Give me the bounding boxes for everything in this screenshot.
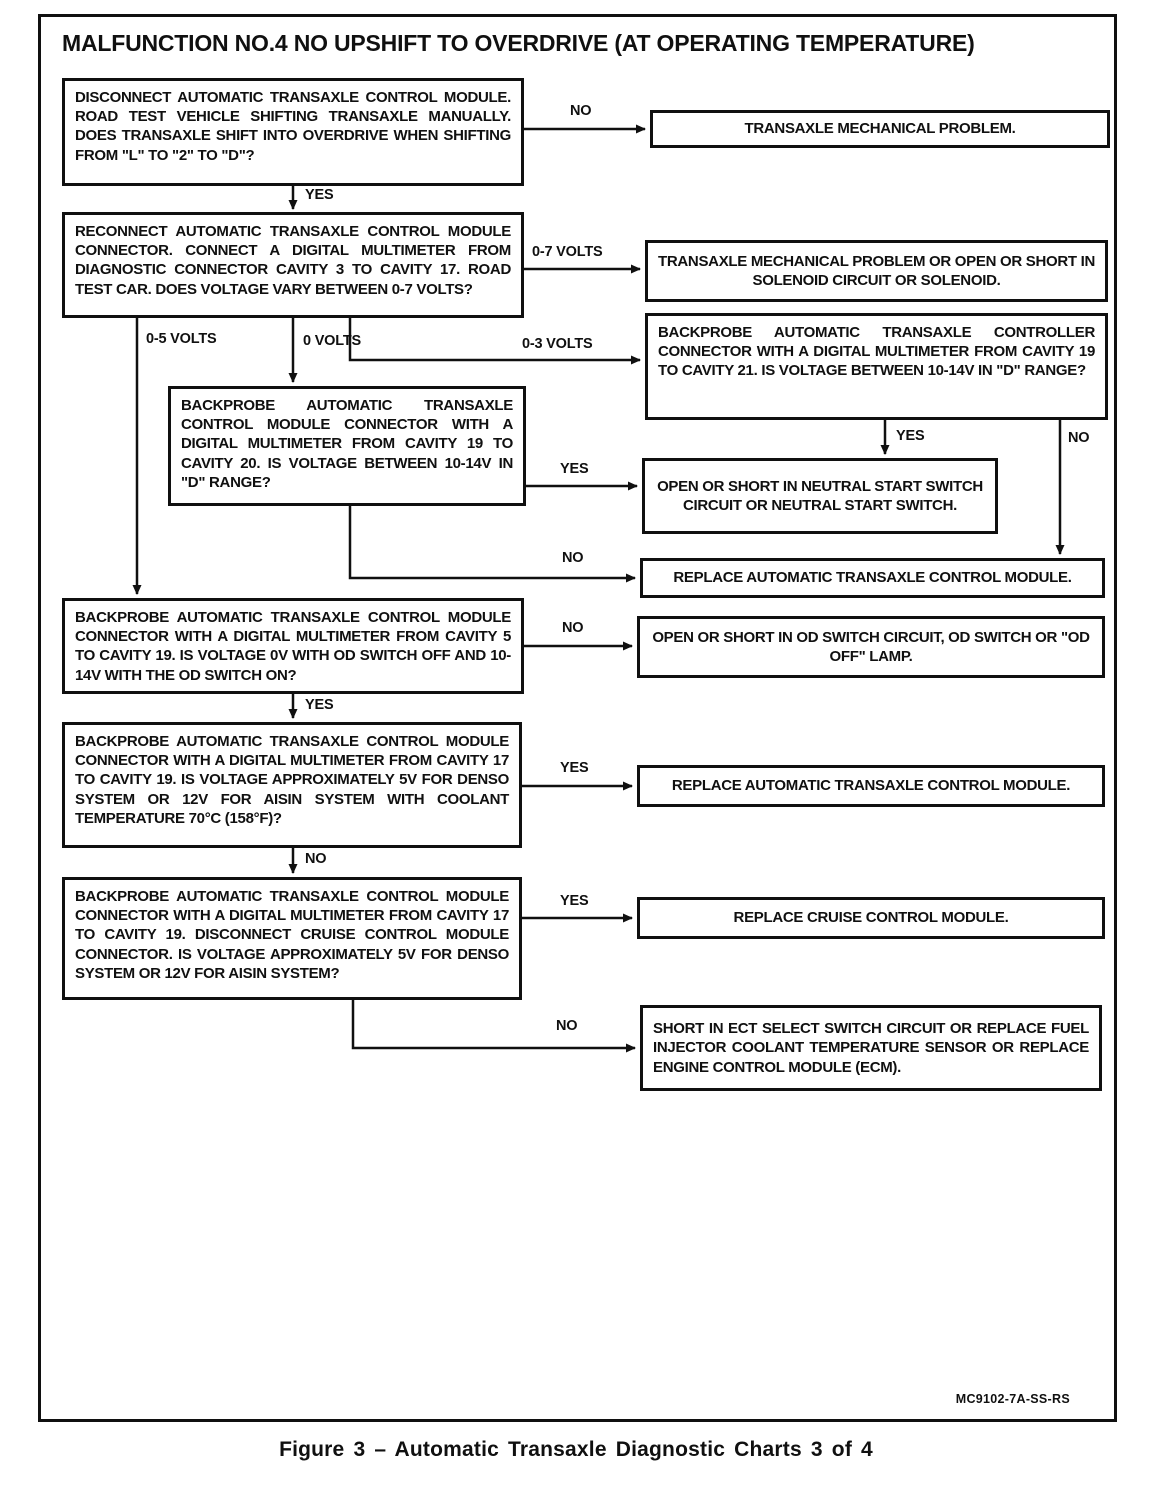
node-question-od-switch: BACKPROBE AUTOMATIC TRANSAXLE CONTROL MODULE CONNECTOR WITH A DIGITAL MULTIMETER FROM CAVITY 5 TO CAVITY 19. IS VOLTAGE 0V WITH OD SWITCH OFF AND 10-14V WITH THE OD SWITCH ON?	[62, 598, 524, 694]
node-result-replace-atcm-1: REPLACE AUTOMATIC TRANSAXLE CONTROL MODULE.	[640, 558, 1105, 598]
node-result-od-switch-circuit: OPEN OR SHORT IN OD SWITCH CIRCUIT, OD SWITCH OR "OD OFF" LAMP.	[637, 616, 1105, 678]
edge-label-q1-yes: YES	[305, 187, 334, 203]
edge-label-q3-yes: YES	[896, 428, 925, 444]
edge-label-q2-0-5-volts: 0-5 VOLTS	[146, 331, 217, 347]
node-result-mechanical-or-solenoid: TRANSAXLE MECHANICAL PROBLEM OR OPEN OR SHORT IN SOLENOID CIRCUIT OR SOLENOID.	[645, 240, 1108, 302]
edge-label-q7-no: NO	[556, 1018, 578, 1034]
document-code: MC9102-7A-SS-RS	[955, 1392, 1070, 1406]
node-result-transaxle-mechanical-problem: TRANSAXLE MECHANICAL PROBLEM.	[650, 110, 1110, 148]
edge-label-q5-no: NO	[562, 620, 584, 636]
node-question-cavity-19-20: BACKPROBE AUTOMATIC TRANSAXLE CONTROL MODULE CONNECTOR WITH A DIGITAL MULTIMETER FROM CAVITY 19 TO CAVITY 20. IS VOLTAGE BETWEEN 10-14V IN "D" RANGE?	[168, 386, 526, 506]
node-result-ect-select-switch: SHORT IN ECT SELECT SWITCH CIRCUIT OR REPLACE FUEL INJECTOR COOLANT TEMPERATURE SENSOR OR REPLACE ENGINE CONTROL MODULE (ECM).	[640, 1005, 1102, 1091]
node-question-cruise-control: BACKPROBE AUTOMATIC TRANSAXLE CONTROL MODULE CONNECTOR WITH A DIGITAL MULTIMETER FROM CAVITY 17 TO CAVITY 19. DISCONNECT CRUISE CONTROL MODULE CONNECTOR. IS VOLTAGE APPROXIMATELY 5V FOR DENSO SYSTEM OR 12V FOR AISIN SYSTEM?	[62, 877, 522, 1000]
node-result-replace-cruise-module: REPLACE CRUISE CONTROL MODULE.	[637, 897, 1105, 939]
edge-label-q1-no: NO	[570, 103, 592, 119]
figure-caption: Figure 3 – Automatic Transaxle Diagnostic Charts 3 of 4	[279, 1438, 873, 1461]
edge-label-q3-no: NO	[1068, 430, 1090, 446]
node-question-road-test: DISCONNECT AUTOMATIC TRANSAXLE CONTROL MODULE. ROAD TEST VEHICLE SHIFTING TRANSAXLE MANUALLY. DOES TRANSAXLE SHIFT INTO OVERDRIVE WHEN SHIFTING FROM "L" TO "2" TO "D"?	[62, 78, 524, 186]
edge-label-q7-yes: YES	[560, 893, 589, 909]
edge-label-q5-yes: YES	[305, 697, 334, 713]
edge-label-q6-yes: YES	[560, 760, 589, 776]
node-question-coolant-temp: BACKPROBE AUTOMATIC TRANSAXLE CONTROL MODULE CONNECTOR WITH A DIGITAL MULTIMETER FROM CAVITY 17 TO CAVITY 19. IS VOLTAGE APPROXIMATELY 5V FOR DENSO SYSTEM OR 12V FOR AISIN SYSTEM WITH COOLANT TEMPERATURE 70°C (158°F)?	[62, 722, 522, 848]
node-question-cavity-19-21: BACKPROBE AUTOMATIC TRANSAXLE CONTROLLER CONNECTOR WITH A DIGITAL MULTIMETER FROM CAVITY 19 TO CAVITY 21. IS VOLTAGE BETWEEN 10-14V IN "D" RANGE?	[645, 313, 1108, 420]
chart-title: MALFUNCTION NO.4 NO UPSHIFT TO OVERDRIVE (AT OPERATING TEMPERATURE)	[62, 30, 975, 56]
node-result-replace-atcm-2: REPLACE AUTOMATIC TRANSAXLE CONTROL MODULE.	[637, 765, 1105, 807]
node-question-voltage-vary-0-7: RECONNECT AUTOMATIC TRANSAXLE CONTROL MODULE CONNECTOR. CONNECT A DIGITAL MULTIMETER FROM DIAGNOSTIC CONNECTOR CAVITY 3 TO CAVITY 17. ROAD TEST CAR. DOES VOLTAGE VARY BETWEEN 0-7 VOLTS?	[62, 212, 524, 318]
edge-label-q2-0-7-volts: 0-7 VOLTS	[532, 244, 603, 260]
edge-label-q2-0-volts: 0 VOLTS	[303, 333, 361, 349]
node-result-neutral-start-switch: OPEN OR SHORT IN NEUTRAL START SWITCH CIRCUIT OR NEUTRAL START SWITCH.	[642, 458, 998, 534]
edge-label-q6-no: NO	[305, 851, 327, 867]
edge-label-q4-no: NO	[562, 550, 584, 566]
edge-label-q4-yes: YES	[560, 461, 589, 477]
edge-label-q2-0-3-volts: 0-3 VOLTS	[522, 336, 593, 352]
